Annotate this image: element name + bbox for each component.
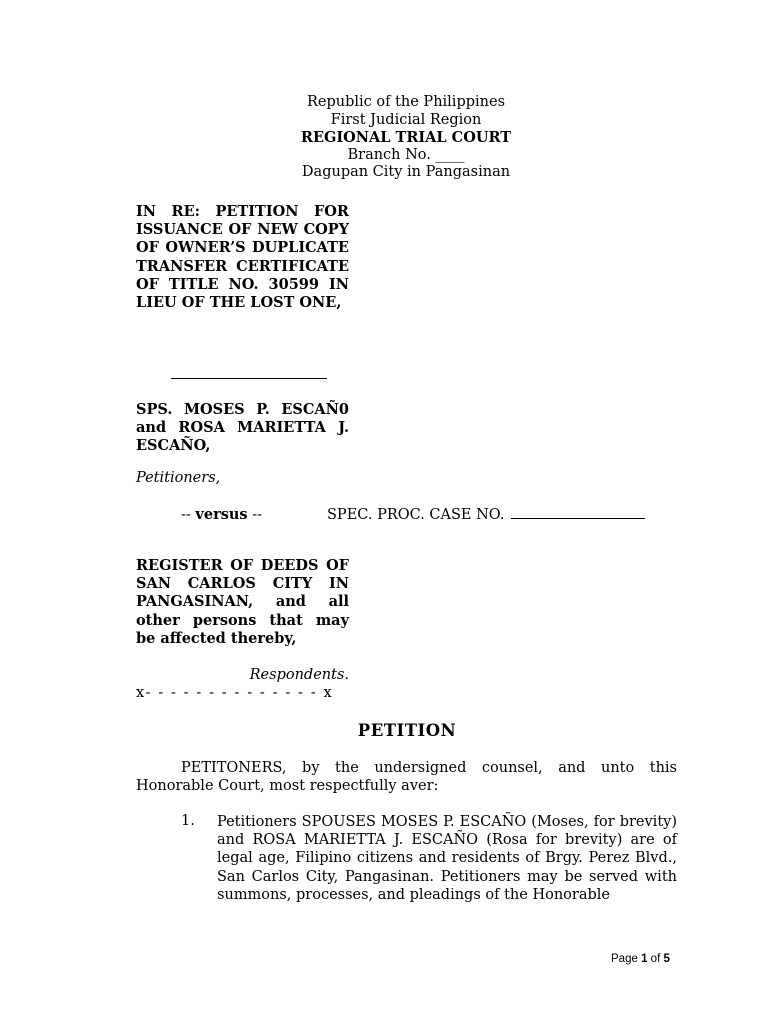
versus-suffix: -- [247, 507, 263, 523]
footer-of-word: of [650, 953, 661, 965]
case-title: IN RE: PETITION FOR ISSUANCE OF NEW COPY OF OWNER’S DUPLICATE TRANSFER CERTIFICATE OF TITLE NO. 30599 IN LIEU OF THE LOST ONE, [136, 203, 349, 312]
case-number [327, 506, 645, 523]
petition-title: PETITION [357, 721, 457, 740]
paragraph-number: 1. [181, 813, 195, 829]
footer-page-word: Page [611, 953, 638, 965]
paragraph-text: Petitioners SPOUSES MOSES P. ESCAÑO (Moses, for brevity) and ROSA MARIETTA J. ESCAÑO (Rosa for brevity) are of legal age, Filipino citizens and residents of Brgy. Perez Blvd., San Carlos City, Pangasinan. Petitioners may be served with summons, processes, and pleadings of the Honorable [217, 814, 677, 903]
header-region: First Judicial Region [330, 111, 482, 128]
header-city: Dagupan City in Pangasinan [301, 164, 511, 180]
versus-word: versus [195, 506, 248, 523]
header-branch: Branch No. ____ [347, 146, 465, 163]
court-header [200, 94, 612, 182]
footer-page-total: 5 [663, 953, 670, 965]
caption-divider-line [171, 378, 327, 379]
caption-separator: x- - - - - - - - - - - - - - x [136, 685, 334, 701]
versus-line [181, 506, 262, 523]
respondents-label: Respondents. [249, 667, 349, 683]
case-number-blank [511, 506, 645, 519]
page-footer [611, 953, 670, 965]
versus-prefix: -- [181, 507, 196, 523]
intro-paragraph: PETITONERS, by the undersigned counsel, and unto this Honorable Court, most respectfully aver: [136, 760, 677, 795]
header-court: REGIONAL TRIAL COURT [300, 129, 512, 146]
header-republic: Republic of the Philippines [306, 94, 506, 110]
petitioners-label: Petitioners, [136, 470, 221, 486]
petitioners-names: SPS. MOSES P. ESCAÑ0 and ROSA MARIETTA J. ESCAÑO, [136, 401, 349, 455]
case-number-label: SPEC. PROC. CASE NO. [327, 507, 505, 523]
respondents-names: REGISTER OF DEEDS OF SAN CARLOS CITY IN PANGASINAN, and all other persons that may be affected thereby, [136, 557, 349, 647]
footer-page-current: 1 [641, 953, 648, 965]
